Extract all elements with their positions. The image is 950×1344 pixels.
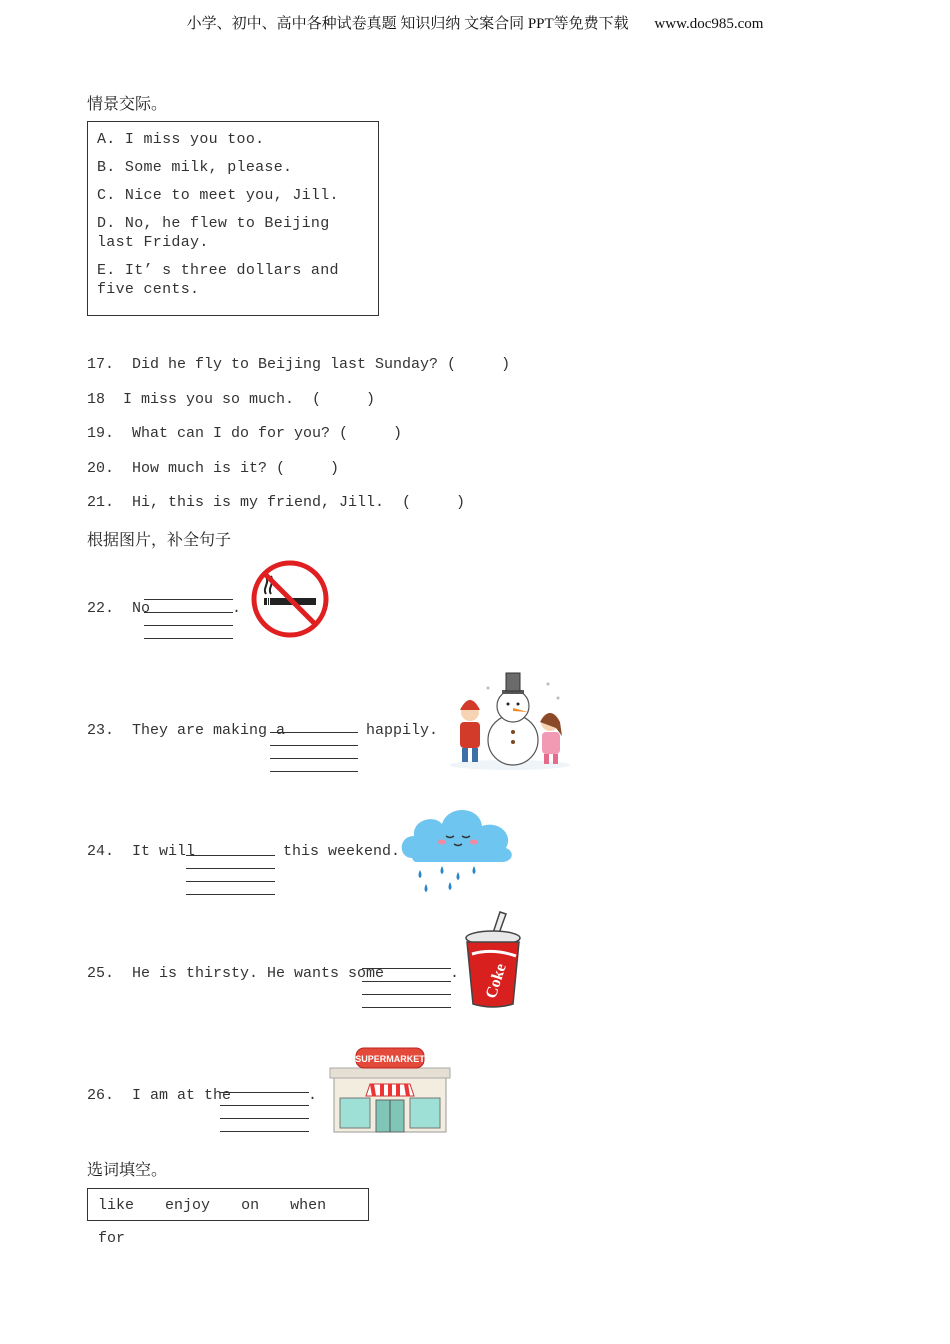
- option-e: E. It’ s three dollars and five cents.: [97, 262, 339, 298]
- word-enjoy: enjoy: [165, 1197, 211, 1214]
- supermarket-icon: [326, 1046, 454, 1134]
- answer-blank-25[interactable]: [362, 956, 451, 1008]
- answer-blank-24[interactable]: [186, 843, 275, 895]
- snowman-children-image: [448, 670, 572, 772]
- section-title-dialogue: 情景交际。: [87, 96, 168, 113]
- question-23-end: happily.: [366, 722, 439, 739]
- no-smoking-icon: [248, 558, 332, 640]
- word-bank: [87, 1188, 369, 1247]
- options-box: [87, 121, 379, 316]
- question-22-text: 22. No: [87, 600, 151, 617]
- question-25-end: .: [450, 965, 460, 982]
- word-for: for: [98, 1230, 126, 1247]
- question-20: 20. How much is it? ( ): [87, 460, 340, 477]
- question-25-text: 25. He is thirsty. He wants some: [87, 965, 385, 982]
- word-like: like: [98, 1197, 135, 1214]
- section-title-word-fill: 选词填空。: [87, 1162, 168, 1179]
- question-19: 19. What can I do for you? ( ): [87, 425, 403, 442]
- question-18: 18 I miss you so much. ( ): [87, 391, 376, 408]
- answer-blank-26[interactable]: [220, 1080, 309, 1132]
- supermarket-sign-text: SUPERMARKET: [355, 1054, 425, 1064]
- question-21: 21. Hi, this is my friend, Jill. ( ): [87, 494, 466, 511]
- section-title-pictures: 根据图片，补全句子: [87, 532, 232, 549]
- answer-blank-23[interactable]: [270, 720, 358, 772]
- question-24-end: this weekend.: [283, 843, 401, 860]
- option-d: D. No, he flew to Beijing last Friday.: [97, 215, 330, 251]
- word-when: when: [290, 1197, 327, 1214]
- rain-cloud-icon: [398, 800, 518, 896]
- option-b: B. Some milk, please.: [97, 159, 293, 176]
- question-24-text: 24. It will: [87, 843, 196, 860]
- question-23-text: 23. They are making a: [87, 722, 286, 739]
- page-header: [0, 12, 950, 33]
- question-22-end: .: [232, 600, 242, 617]
- question-17: 17. Did he fly to Beijing last Sunday? ( ): [87, 356, 511, 373]
- header-title: 小学、初中、高中各种试卷真题 知识归纳 文案合同 PPT等免费下载: [186, 16, 629, 32]
- coke-cup-icon: [462, 908, 524, 1010]
- coke-label: Coke: [482, 961, 510, 1001]
- header-url[interactable]: www.doc985.com: [654, 16, 764, 32]
- option-c: C. Nice to meet you, Jill.: [97, 187, 339, 204]
- option-a: A. I miss you too.: [97, 131, 265, 148]
- word-on: on: [241, 1197, 260, 1214]
- question-26-end: .: [308, 1087, 318, 1104]
- question-26-text: 26. I am at the: [87, 1087, 232, 1104]
- answer-blank-22[interactable]: [144, 587, 233, 639]
